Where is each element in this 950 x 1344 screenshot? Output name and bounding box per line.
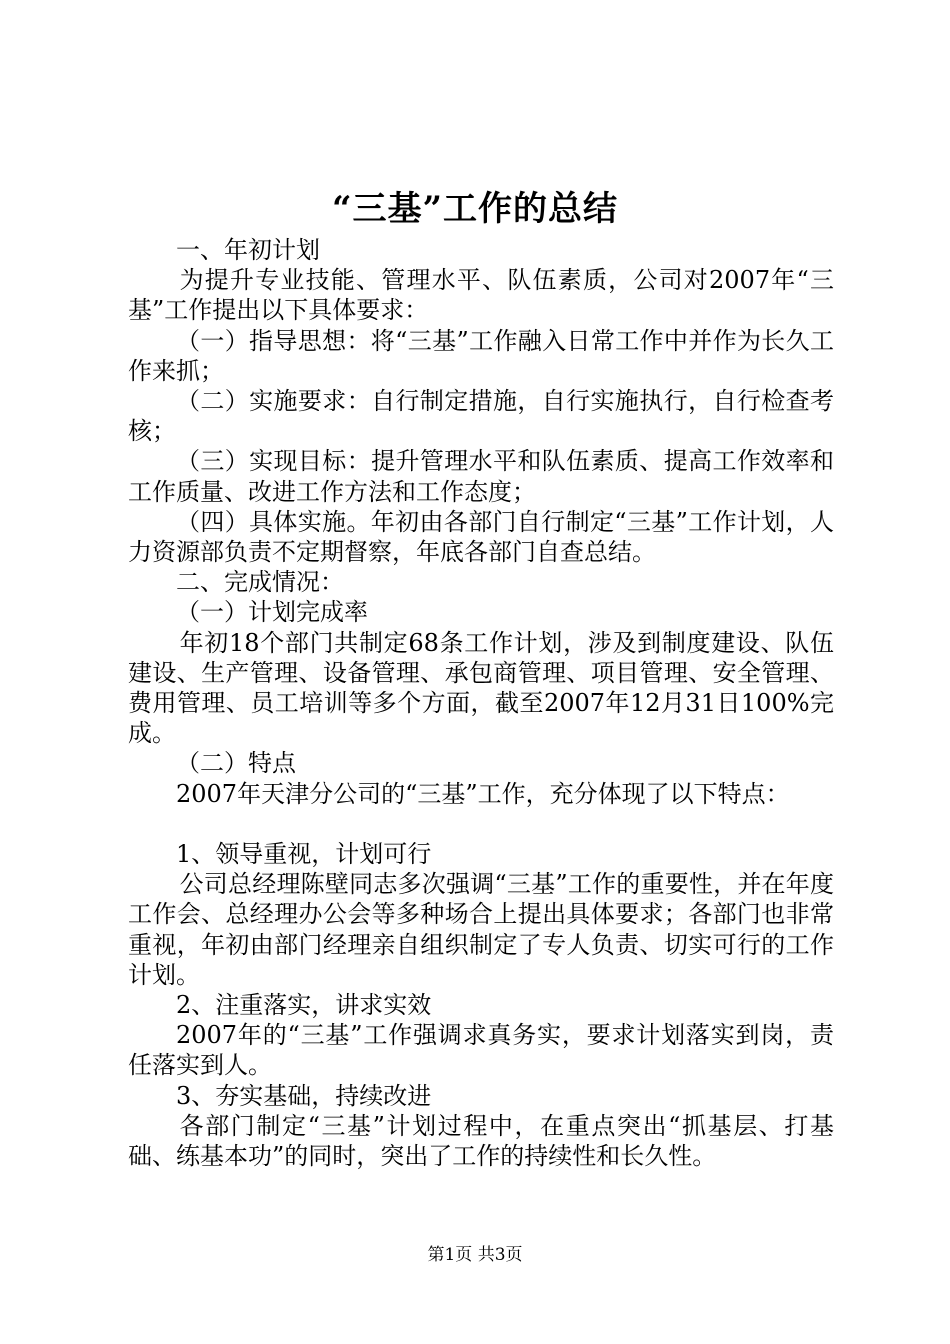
paragraph-implementation-requirement: （二）实施要求：自行制定措施，自行实施执行，自行检查考核；	[128, 387, 834, 446]
paragraph-guiding-idea: （一）指导思想：将“三基”工作融入日常工作中并作为长久工作来抓；	[128, 326, 834, 385]
paragraph-completion-rate: 年初18个部门共制定68条工作计划，涉及到制度建设、队伍建设、生产管理、设备管理、承包商管理、项目管理、安全管理、费用管理、员工培训等多个方面，截至2007年12月31日100%完成。	[128, 628, 834, 748]
paragraph-target: （三）实现目标：提升管理水平和队伍素质、提高工作效率和工作质量、改进工作方法和工作态度；	[128, 447, 834, 506]
paragraph-intro: 为提升专业技能、管理水平、队伍素质，公司对2007年“三基”工作提出以下具体要求：	[128, 266, 834, 325]
page-indicator: 第1页 共3页	[427, 1245, 523, 1265]
heading-completion-status: 二、完成情况：	[176, 568, 344, 597]
paragraph-features-intro: 2007年天津分公司的“三基”工作，充分体现了以下特点：	[176, 779, 790, 808]
paragraph-specific-implementation: （四）具体实施。年初由各部门自行制定“三基”工作计划，人力资源部负责不定期督察，年底各部门自查总结。	[128, 507, 834, 567]
paragraph-foundation: 各部门制定“三基”计划过程中，在重点突出“抓基层、打基础、练基本功”的同时，突出了工作的持续性和长久性。	[128, 1111, 834, 1171]
paragraph-implementation: 2007年的“三基”工作强调求真务实，要求计划落实到岗，责任落实到人。	[128, 1021, 834, 1080]
paragraph-leadership: 公司总经理陈壁同志多次强调“三基”工作的重要性，并在年度工作会、总经理办公会等多种场合上提出具体要求；各部门也非常重视，年初由部门经理亲自组织制定了专人负责、切实可行的工作计划。	[128, 870, 834, 989]
subheading-completion-rate: （一）计划完成率	[176, 598, 368, 627]
document-body	[128, 235, 834, 1171]
subheading-features: （二）特点	[176, 749, 296, 778]
subheading-foundation: 3、夯实基础，持续改进	[176, 1081, 432, 1110]
heading-annual-plan: 一、年初计划	[176, 236, 320, 264]
blank-line	[128, 809, 834, 839]
subheading-leadership: 1、领导重视，计划可行	[176, 840, 432, 869]
page-title: “三基”工作的总结	[331, 189, 619, 229]
subheading-implementation: 2、注重落实，讲求实效	[176, 991, 432, 1020]
